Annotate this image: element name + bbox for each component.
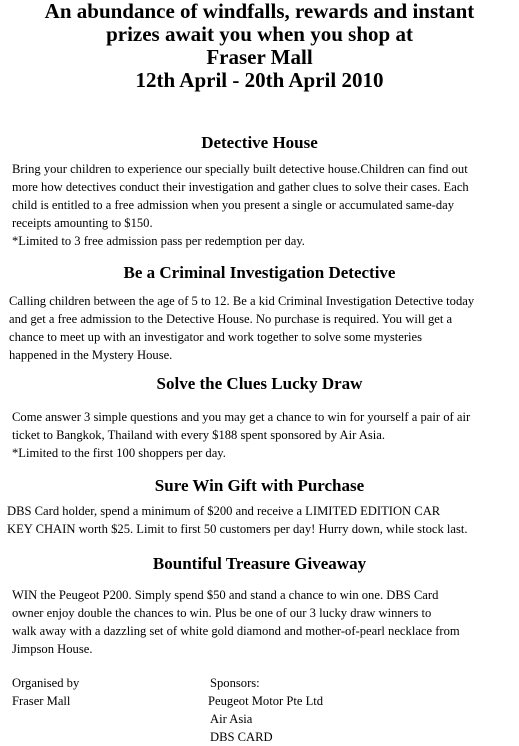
- body-line: Jimpson House.: [12, 642, 93, 656]
- section-body-treasure-giveaway: [12, 586, 460, 658]
- section-body-detective-house: [12, 160, 469, 250]
- section-body-lucky-draw: [12, 408, 470, 462]
- flyer-header: [0, 0, 519, 92]
- body-line: Come answer 3 simple questions and you may get a chance to win for yourself a pair of air: [12, 410, 471, 424]
- section-title-detective-house: Detective House: [201, 133, 318, 152]
- sponsor-name: Air Asia: [210, 712, 253, 726]
- section-title-lucky-draw: Solve the Clues Lucky Draw: [156, 374, 363, 393]
- body-line: ticket to Bangkok, Thailand with every $188 spent sponsored by Air Asia.: [12, 428, 385, 442]
- body-line: *Limited to 3 free admission pass per redemption per day.: [12, 234, 305, 248]
- header-line-3: Fraser Mall: [206, 45, 313, 69]
- organiser-label: Organised by: [12, 676, 80, 690]
- organiser-block: [12, 674, 79, 710]
- body-line: receipts amounting to $150.: [12, 216, 153, 230]
- body-line: happened in the Mystery House.: [9, 348, 173, 362]
- sponsor-name: Peugeot Motor Pte Ltd: [208, 694, 324, 708]
- organiser-name: Fraser Mall: [12, 694, 71, 708]
- header-date-range: 12th April - 20th April 2010: [135, 68, 384, 92]
- body-line: walk away with a dazzling set of white gold diamond and mother-of-pearl necklace from: [12, 624, 460, 638]
- body-line: KEY CHAIN worth $25. Limit to first 50 customers per day! Hurry down, while stock last.: [7, 522, 468, 536]
- header-line-2: prizes await you when you shop at: [106, 22, 413, 46]
- section-body-criminal-investigation: [9, 292, 474, 364]
- section-title-criminal-investigation: Be a Criminal Investigation Detective: [123, 263, 396, 282]
- body-line: Bring your children to experience our specially built detective house.Children can find out: [12, 162, 468, 176]
- body-line: and get a free admission to the Detective House. No purchase is required. You will get a: [9, 312, 453, 326]
- header-line-1: An abundance of windfalls, rewards and instant: [44, 0, 475, 23]
- section-body-sure-win-gift: [7, 502, 468, 538]
- sponsors-block: [210, 674, 323, 746]
- body-line: *Limited to the first 100 shoppers per day.: [12, 446, 226, 460]
- sponsor-name: DBS CARD: [210, 730, 273, 744]
- body-line: WIN the Peugeot P200. Simply spend $50 and stand a chance to win one. DBS Card: [12, 588, 439, 602]
- section-title-sure-win-gift: Sure Win Gift with Purchase: [154, 476, 365, 495]
- body-line: owner enjoy double the chances to win. Plus be one of our 3 lucky draw winners to: [12, 606, 432, 620]
- body-line: Calling children between the age of 5 to 12. Be a kid Criminal Investigation Detective today: [9, 294, 475, 308]
- body-line: DBS Card holder, spend a minimum of $200 and receive a LIMITED EDITION CAR: [7, 504, 441, 518]
- body-line: more how detectives conduct their investigation and gather clues to solve their cases. Each: [12, 180, 469, 194]
- sponsors-label: Sponsors:: [210, 676, 260, 690]
- body-line: child is entitled to a free admission when you present a single or accumulated same-day: [12, 198, 455, 212]
- body-line: chance to meet up with an investigator and work together to solve some mysteries: [9, 330, 423, 344]
- section-title-treasure-giveaway: Bountiful Treasure Giveaway: [152, 554, 367, 573]
